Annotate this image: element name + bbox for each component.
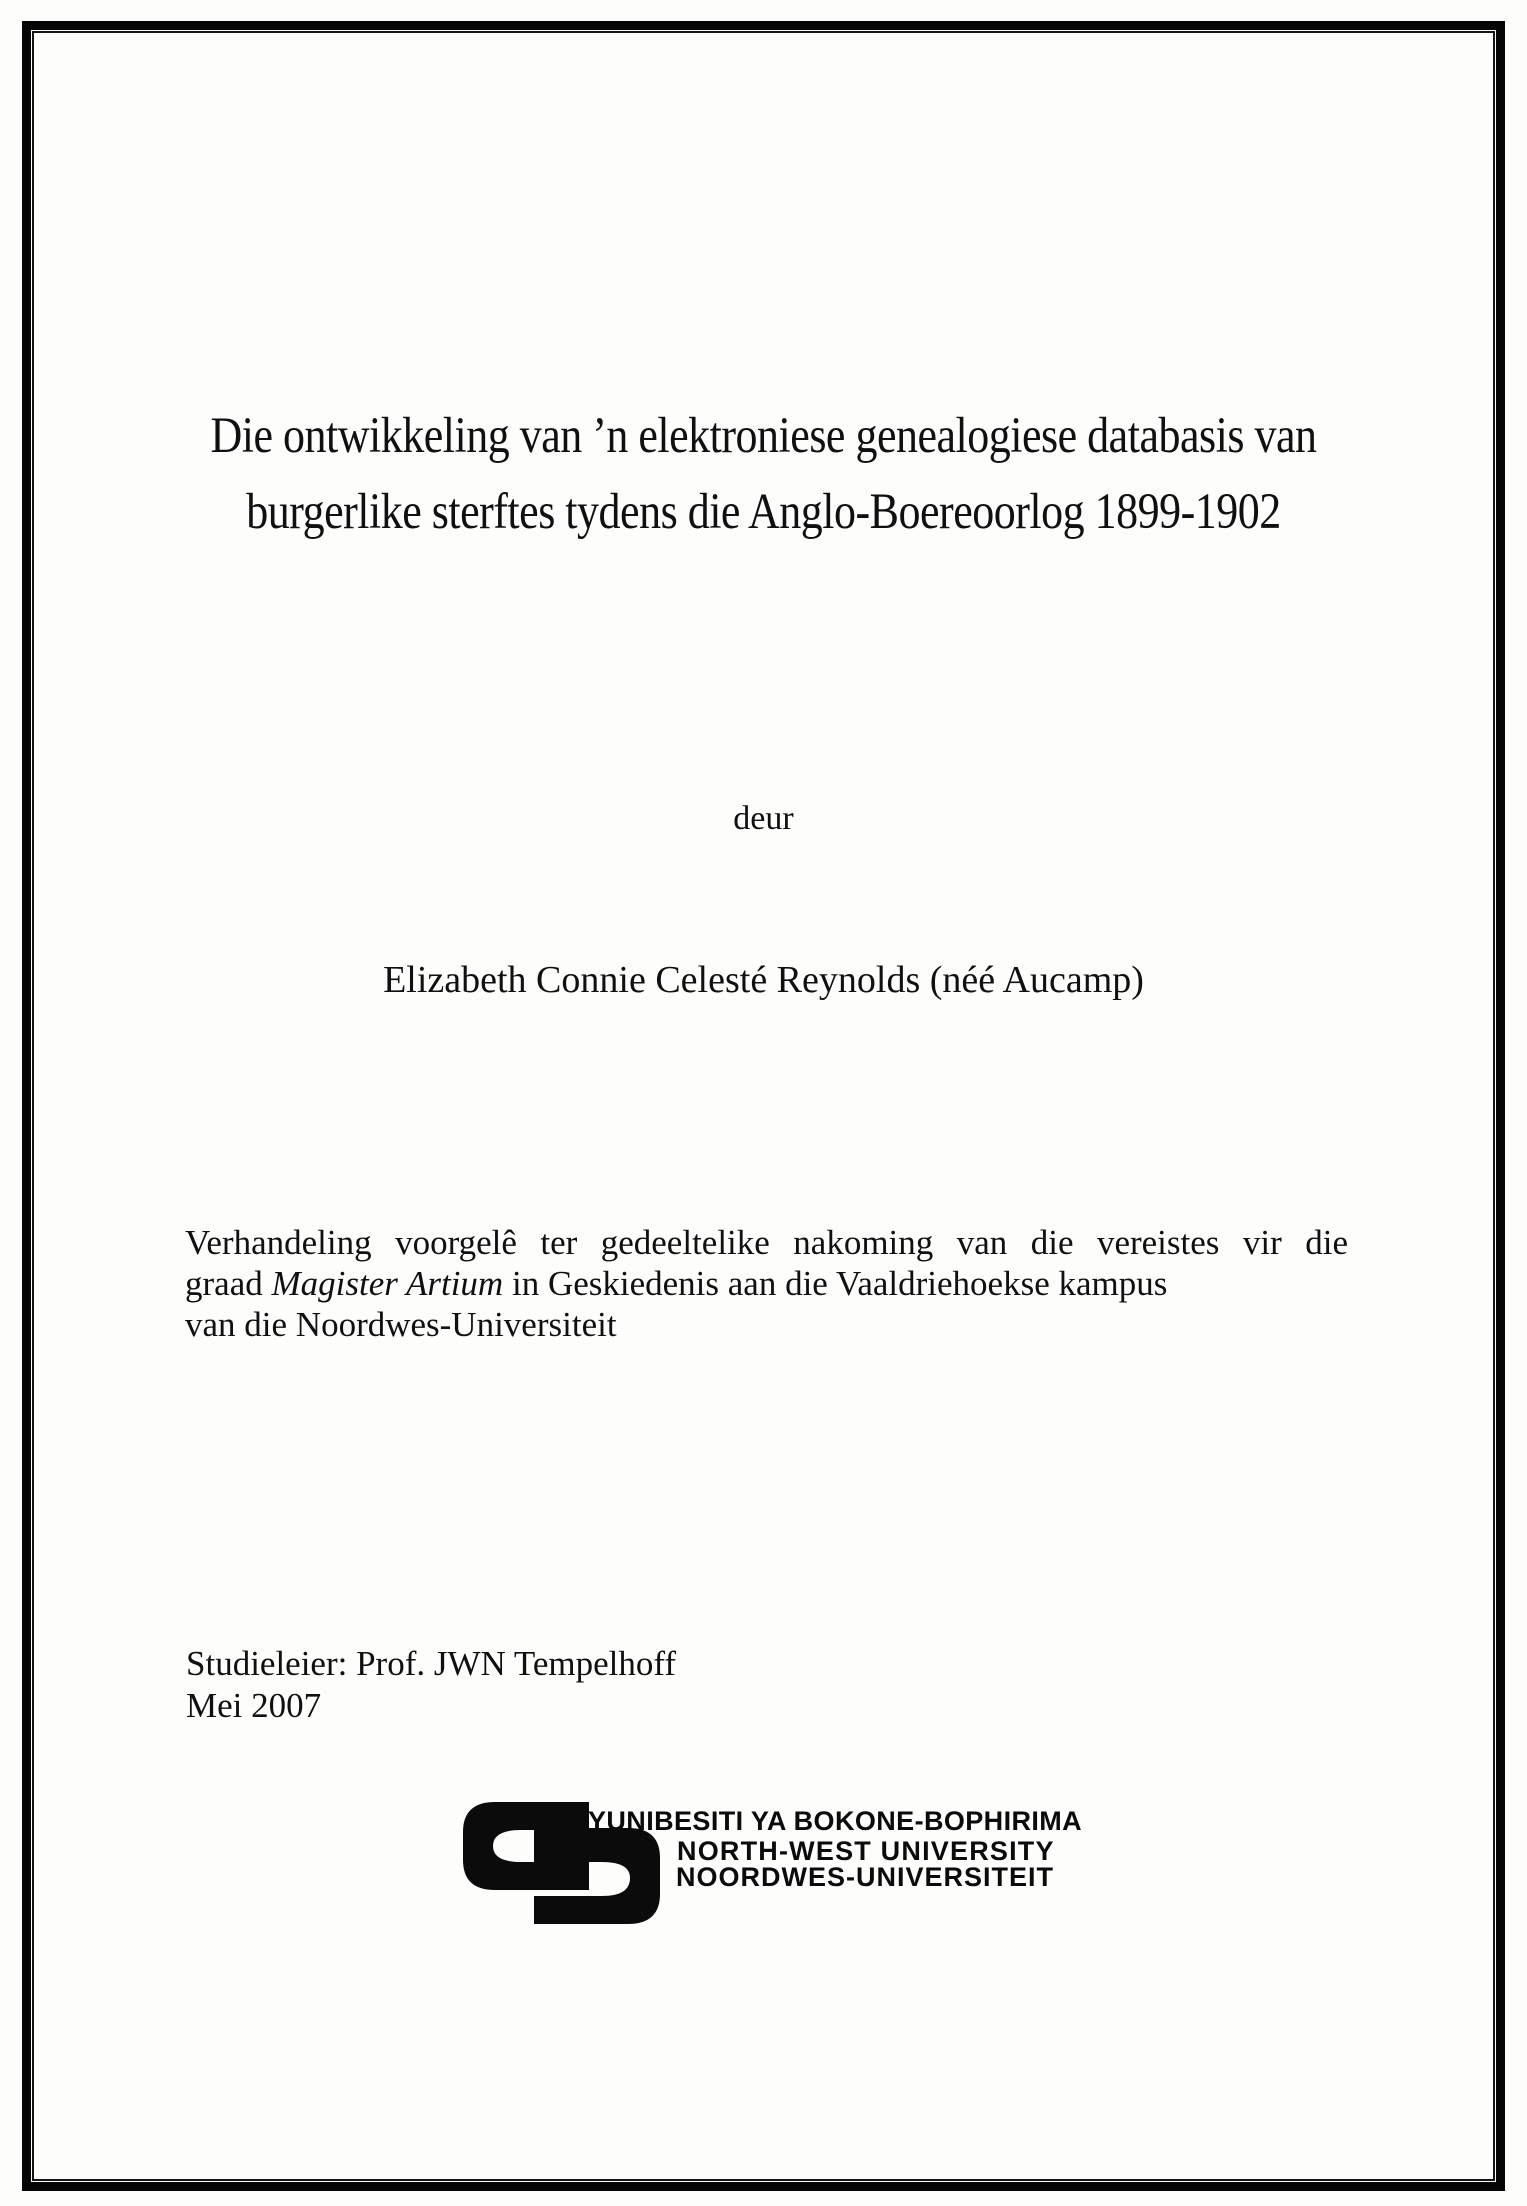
statement-line-1: Verhandeling voorgelê ter gedeeltelike nakoming van die vereistes vir die <box>185 1223 1348 1262</box>
statement-line-2 <box>185 1263 1348 1304</box>
statement-line-3: van die Noordwes-Universiteit <box>185 1305 617 1344</box>
logo-text-line-2: NORTH-WEST UNIVERSITY <box>677 1836 1055 1866</box>
supervisor-line: Studieleier: Prof. JWN Tempelhoff <box>186 1644 677 1683</box>
logo-text-line-1: YUNIBESITI YA BOKONE-BOPHIRIMA <box>588 1806 1083 1836</box>
byline-label: deur <box>733 800 794 837</box>
statement-line-2-prefix: graad <box>185 1264 272 1303</box>
supervisor-block <box>186 1643 676 1727</box>
degree-name-italic: Magister Artium <box>271 1264 504 1303</box>
university-logo <box>463 1798 1123 1968</box>
logo-text-line-3: NOORDWES-UNIVERSITEIT <box>676 1862 1055 1892</box>
statement-line-2-suffix: in Geskiedenis aan die Vaaldriehoekse kampus <box>503 1264 1168 1303</box>
date-line: Mei 2007 <box>186 1686 322 1725</box>
author-name: Elizabeth Connie Celesté Reynolds (néé Aucamp) <box>383 959 1144 1001</box>
thesis-statement <box>185 1222 1348 1345</box>
thesis-title <box>110 398 1417 550</box>
title-line-1: Die ontwikkeling van ’n elektroniese genealogiese databasis van <box>210 407 1317 464</box>
title-line-2: burgerlike sterftes tydens die Anglo-Boereoorlog 1899-1902 <box>246 483 1281 540</box>
